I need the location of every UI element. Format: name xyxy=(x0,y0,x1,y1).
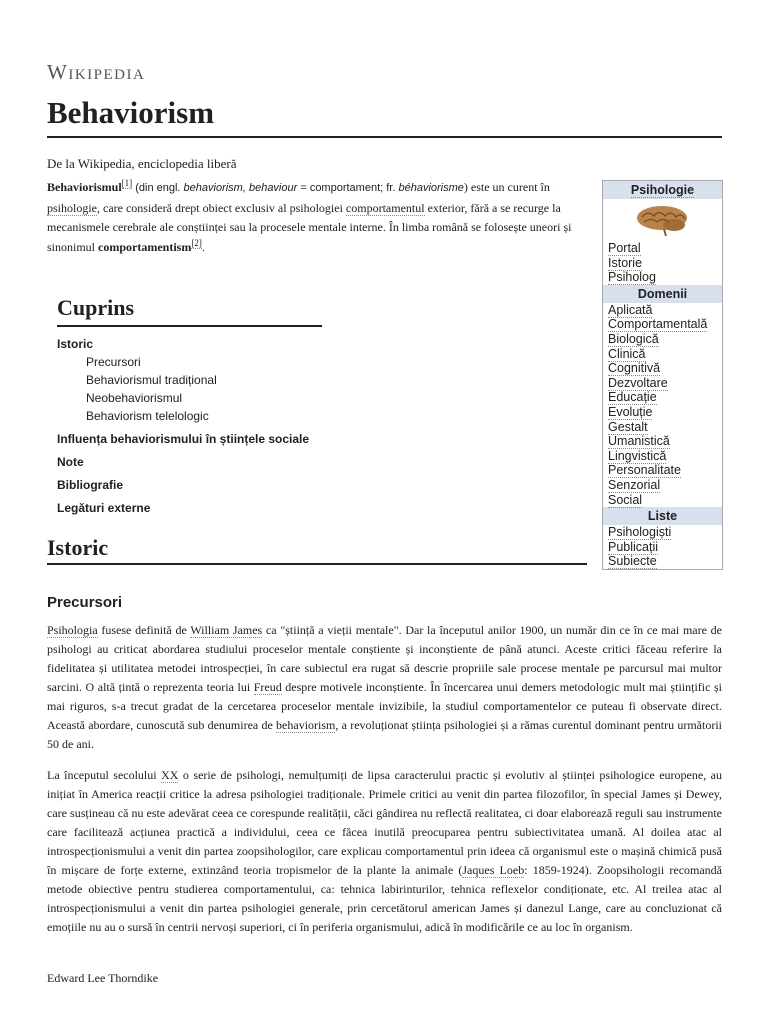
liste-link[interactable]: Subiecte xyxy=(608,554,657,569)
table-of-contents xyxy=(57,295,327,517)
domeniu-link[interactable]: Umanistică xyxy=(608,434,670,449)
domeniu-link[interactable]: Evoluție xyxy=(608,404,653,419)
infobox-link-psiholog[interactable]: Psiholog xyxy=(608,270,656,285)
psihologia-link[interactable]: Psihologia xyxy=(47,623,98,637)
toc-item-note[interactable]: Note xyxy=(57,455,84,469)
domeniu-link[interactable]: Biologică xyxy=(608,331,659,346)
domeniu-link[interactable]: Senzorial xyxy=(608,477,661,492)
infobox-domenii-header: Domenii xyxy=(603,285,722,303)
wikipedia-wordmark[interactable]: Wikipedia xyxy=(47,60,146,84)
toc-item-influenta[interactable]: Influența behaviorismului în științele sociale xyxy=(57,432,310,446)
comportamentul-link[interactable]: comportamentul xyxy=(345,200,425,215)
toc-subitem[interactable]: Behaviorismul tradițional xyxy=(86,373,217,387)
toc-title: Cuprins xyxy=(57,295,135,320)
liste-link[interactable]: Publicații xyxy=(608,539,659,554)
domeniu-link[interactable]: Clinică xyxy=(608,346,646,361)
behaviorism-link[interactable]: behaviorism xyxy=(276,718,336,732)
toc-subitem[interactable]: Neobehaviorismul xyxy=(86,391,183,405)
paragraph-precursori-1: Psihologia fusese definită de William James ca "știință a vieții mentale". Dar la începutul anilor 1900, un număr din ce în ce mai mare de psihologi au criticat abordarea studiului proceselor mentale conștiente și inconștiente de până atunci. Aceste critici făceau referire la fidelitatea și utilitatea metodei introspecției, în care subiectul era rugat să descrie propriile sale procese mentale pe parcursul mai multor sarcini. O altă țintă o reprezenta teoria lui Freud despre motivele inconștiente. În încercarea unui demers metodologic mult mai științific și mai riguros, s-a trecut gradat de la cercetarea proceselor mentale invizibile, la studiul comportamentelor ce puteau fi observate direct. Această abordare, cunoscută sub denumirea de behaviorism, a revoluționat știința psihologiei și a rămas curentul dominant pentru următorii 50 de ani. xyxy=(47,623,723,751)
infobox-link-portal[interactable]: Portal xyxy=(608,241,641,255)
infobox-link-istorie[interactable]: Istorie xyxy=(608,255,643,270)
toc-subitem[interactable]: Behaviorism telelologic xyxy=(86,409,209,423)
domeniu-link[interactable]: Aplicată xyxy=(608,302,653,317)
infobox-domenii-list xyxy=(603,303,722,507)
domeniu-link[interactable]: Dezvoltare xyxy=(608,375,668,390)
page-title: Behaviorism xyxy=(47,95,215,130)
william-james-link[interactable]: William James xyxy=(190,623,263,637)
page-tagline: De la Wikipedia, enciclopedia liberă xyxy=(47,156,237,171)
lead-synonym: comportamentism xyxy=(98,239,192,254)
section-divider xyxy=(47,563,587,565)
domeniu-link[interactable]: Lingvistică xyxy=(608,448,667,463)
jaques-loeb-link[interactable]: Jaques Loeb xyxy=(462,863,525,877)
reference-2-link[interactable]: [2] xyxy=(191,237,202,248)
lead-term: Behaviorismul xyxy=(47,180,122,194)
image-caption: Edward Lee Thorndike xyxy=(47,971,159,985)
liste-link[interactable]: Psihologiști xyxy=(608,525,672,540)
psihologie-link[interactable]: psihologie xyxy=(47,200,97,215)
freud-link[interactable]: Freud xyxy=(253,680,282,694)
subsection-heading-precursori: Precursori xyxy=(47,594,123,611)
domeniu-link[interactable]: Cognitivă xyxy=(608,361,661,376)
toc-item-legaturi-externe[interactable]: Legături externe xyxy=(57,501,151,515)
secolul-xx-link[interactable]: XX xyxy=(161,768,179,782)
brain-icon[interactable] xyxy=(603,199,722,241)
lead-paragraph: Behaviorismul[1] (din engl. behaviorism, behaviour = comportament; fr. béhaviorisme) este un curent în psihologie, care consideră drept obiect exclusiv al psihologiei comportamentul exterior, fără a se recurge la mecanismele cerebrale ale conștiinței sau la procesele mentale interne. În limba română se folosește uneori și sinonimul comportamentism[2]. xyxy=(47,178,572,254)
domeniu-link[interactable]: Social xyxy=(608,492,643,507)
infobox-links xyxy=(603,241,722,285)
section-heading-istoric: Istoric xyxy=(47,535,109,560)
domeniu-link[interactable]: Comportamentală xyxy=(608,317,708,332)
toc-item-bibliografie[interactable]: Bibliografie xyxy=(57,478,124,492)
toc-item-istoric[interactable]: Istoric xyxy=(57,337,94,351)
paragraph-precursori-2: La începutul secolului XX o serie de psihologi, nemulțumiți de lipsa caracterului practic și evolutiv al științei psihologice europene, au inițiat în America reacții critice la adresa psihologiei tradiționale. Primele critici au venit din partea filozofilor, în special James și Dewey, care susțineau că nu este adevărat ceea ce corespunde realității, căci gândirea nu reflectă realitatea, ci doar elaborează reguli sau instrumente care facilitează acțiunea practică a individului, ceea ce făcea inutilă preocuparea pentru subiectivitatea umană. Al doilea atac al introspecționismului a venit din partea zoopsihologilor, care explicau comportamentul prin ideea că organismul este o mașină chimică pusă în mișcare de forțe externe, extinzând teoria tropismelor de la plante la animale (Jaques Loeb: 1859-1924). Zoopsihologii recomandă metode obiective pentru studierea comportamentului, ca: tehnica labirinturilor, tehnica reflexelor condiționate, etc. Al treilea atac al introspecționismului a venit din partea psihologiei generale, prin cercetătorul american James și danezul Lange, care au concluzionat că emoțiile nu au o sursă în centrii nervoși superiori, ci în periferia organismului, adică în modificările ce au loc în organism. xyxy=(47,768,723,934)
reference-1-link[interactable]: [1] xyxy=(121,178,133,188)
infobox-liste-list xyxy=(603,525,722,569)
toc-subitem[interactable]: Precursori xyxy=(86,355,141,369)
domeniu-link[interactable]: Personalitate xyxy=(608,463,681,478)
infobox-title[interactable]: Psihologie xyxy=(603,181,722,199)
title-divider xyxy=(47,136,722,138)
infobox-liste-header: Liste xyxy=(603,507,722,525)
domeniu-link[interactable]: Gestalt xyxy=(608,419,648,434)
psychology-infobox xyxy=(602,180,723,570)
domeniu-link[interactable]: Educație xyxy=(608,390,657,405)
toc-divider xyxy=(57,325,322,327)
